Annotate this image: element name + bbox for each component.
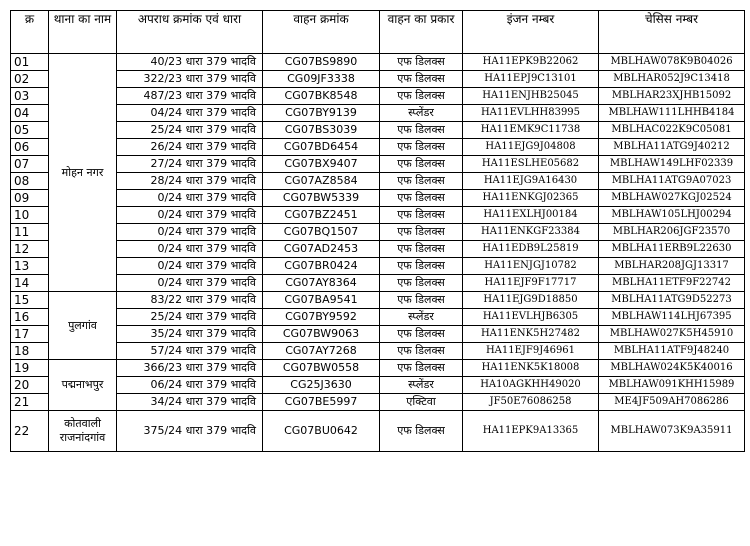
vehicle-type-cell: एफ डिलक्स — [380, 258, 463, 275]
crime-cell: 366/23 धारा 379 भादवि — [117, 360, 263, 377]
vehicle-number-cell: CG09JF3338 — [263, 71, 380, 88]
table-row — [11, 275, 745, 292]
serial-cell: 18 — [11, 343, 49, 360]
vehicle-number-cell: CG07BW5339 — [263, 190, 380, 207]
serial-cell: 15 — [11, 292, 49, 309]
vehicle-type-cell: एफ डिलक्स — [380, 122, 463, 139]
chassis-number-cell: MBLHAR208JGJ13317 — [599, 258, 745, 275]
engine-number-cell: HA11EJF9J46961 — [463, 343, 599, 360]
table-row — [11, 105, 745, 122]
crime-cell: 83/22 धारा 379 भादवि — [117, 292, 263, 309]
chassis-number-cell: MBLHAW091KHH15989 — [599, 377, 745, 394]
engine-number-cell: HA11ESLHE05682 — [463, 156, 599, 173]
engine-number-cell: HA11EVLHH83995 — [463, 105, 599, 122]
table-row — [11, 122, 745, 139]
engine-number-cell: HA11EDB9L25819 — [463, 241, 599, 258]
station-cell: कोतवाली राजनांदगांव — [49, 411, 117, 452]
engine-number-cell: HA11ENK5K18008 — [463, 360, 599, 377]
engine-number-cell: HA10AGKHH49020 — [463, 377, 599, 394]
serial-cell: 09 — [11, 190, 49, 207]
header-engine-number: इंजन नम्बर — [463, 11, 599, 54]
header-crime: अपराध क्रमांक एवं धारा — [117, 11, 263, 54]
table-row — [11, 207, 745, 224]
vehicle-number-cell: CG07AY8364 — [263, 275, 380, 292]
chassis-number-cell: MBLHA11ERB9L22630 — [599, 241, 745, 258]
engine-number-cell: HA11ENKGF23384 — [463, 224, 599, 241]
crime-cell: 27/24 धारा 379 भादवि — [117, 156, 263, 173]
vehicle-type-cell: स्प्लेंडर — [380, 105, 463, 122]
engine-number-cell: JF50E76086258 — [463, 394, 599, 411]
vehicle-number-cell: CG07BR0424 — [263, 258, 380, 275]
vehicle-number-cell: CG07BW0558 — [263, 360, 380, 377]
chassis-number-cell: ME4JF509AH7086286 — [599, 394, 745, 411]
vehicle-type-cell: एफ डिलक्स — [380, 88, 463, 105]
engine-number-cell: HA11EJF9F17717 — [463, 275, 599, 292]
chassis-number-cell: MBLHAW105LHJ00294 — [599, 207, 745, 224]
chassis-number-cell: MBLHAW114LHJ67395 — [599, 309, 745, 326]
crime-cell: 26/24 धारा 379 भादवि — [117, 139, 263, 156]
crime-cell: 40/23 धारा 379 भादवि — [117, 54, 263, 71]
crime-cell: 0/24 धारा 379 भादवि — [117, 241, 263, 258]
station-cell: मोहन नगर — [49, 54, 117, 292]
table-row — [11, 377, 745, 394]
vehicle-type-cell: एफ डिलक्स — [380, 54, 463, 71]
table-row — [11, 139, 745, 156]
serial-cell: 17 — [11, 326, 49, 343]
crime-cell: 0/24 धारा 379 भादवि — [117, 275, 263, 292]
header-vehicle-type: वाहन का प्रकार — [380, 11, 463, 54]
vehicle-number-cell: CG07BQ1507 — [263, 224, 380, 241]
table-row — [11, 224, 745, 241]
chassis-number-cell: MBLHAW024K5K40016 — [599, 360, 745, 377]
serial-cell: 03 — [11, 88, 49, 105]
vehicle-number-cell: CG07BZ2451 — [263, 207, 380, 224]
serial-cell: 06 — [11, 139, 49, 156]
serial-cell: 02 — [11, 71, 49, 88]
crime-cell: 06/24 धारा 379 भादवि — [117, 377, 263, 394]
engine-number-cell: HA11EJG9D18850 — [463, 292, 599, 309]
table-row — [11, 309, 745, 326]
vehicle-type-cell: एफ डिलक्स — [380, 326, 463, 343]
table-row — [11, 88, 745, 105]
vehicle-number-cell: CG07AD2453 — [263, 241, 380, 258]
table-row — [11, 394, 745, 411]
chassis-number-cell: MBLHAC022K9C05081 — [599, 122, 745, 139]
table-row — [11, 156, 745, 173]
serial-cell: 21 — [11, 394, 49, 411]
crime-cell: 35/24 धारा 379 भादवि — [117, 326, 263, 343]
table-row — [11, 343, 745, 360]
engine-number-cell: HA11EMK9C11738 — [463, 122, 599, 139]
engine-number-cell: HA11EJG9J04808 — [463, 139, 599, 156]
chassis-number-cell: MBLHAW078K9B04026 — [599, 54, 745, 71]
vehicle-type-cell: एफ डिलक्स — [380, 241, 463, 258]
serial-cell: 05 — [11, 122, 49, 139]
chassis-number-cell: MBLHA11ATG9J40212 — [599, 139, 745, 156]
vehicle-number-cell: CG07BA9541 — [263, 292, 380, 309]
chassis-number-cell: MBLHAW027K5H45910 — [599, 326, 745, 343]
table-row — [11, 71, 745, 88]
crime-cell: 25/24 धारा 379 भादवि — [117, 122, 263, 139]
serial-cell: 08 — [11, 173, 49, 190]
crime-cell: 28/24 धारा 379 भादवि — [117, 173, 263, 190]
vehicle-number-cell: CG07BW9063 — [263, 326, 380, 343]
chassis-number-cell: MBLHA11ETF9F22742 — [599, 275, 745, 292]
serial-cell: 19 — [11, 360, 49, 377]
vehicle-type-cell: एफ डिलक्स — [380, 275, 463, 292]
vehicle-number-cell: CG07BX9407 — [263, 156, 380, 173]
chassis-number-cell: MBLHAW027KGJ02524 — [599, 190, 745, 207]
table-row — [11, 241, 745, 258]
engine-number-cell: HA11EJG9A16430 — [463, 173, 599, 190]
engine-number-cell: HA11ENJGJ10782 — [463, 258, 599, 275]
crime-cell: 0/24 धारा 379 भादवि — [117, 190, 263, 207]
serial-cell: 10 — [11, 207, 49, 224]
table-row — [11, 360, 745, 377]
serial-cell: 12 — [11, 241, 49, 258]
serial-cell: 16 — [11, 309, 49, 326]
crime-cell: 0/24 धारा 379 भादवि — [117, 224, 263, 241]
vehicle-number-cell: CG07BE5997 — [263, 394, 380, 411]
vehicle-number-cell: CG07BY9592 — [263, 309, 380, 326]
header-serial: क्र — [11, 11, 49, 54]
crime-cell: 57/24 धारा 379 भादवि — [117, 343, 263, 360]
chassis-number-cell: MBLHAW149LHF02339 — [599, 156, 745, 173]
serial-cell: 11 — [11, 224, 49, 241]
vehicle-number-cell: CG07AZ8584 — [263, 173, 380, 190]
vehicle-type-cell: एफ डिलक्स — [380, 71, 463, 88]
serial-cell: 13 — [11, 258, 49, 275]
vehicle-type-cell: एफ डिलक्स — [380, 360, 463, 377]
chassis-number-cell: MBLHA11ATG9A07023 — [599, 173, 745, 190]
engine-number-cell: HA11EVLHJB6305 — [463, 309, 599, 326]
vehicle-type-cell: एफ डिलक्स — [380, 139, 463, 156]
serial-cell: 04 — [11, 105, 49, 122]
chassis-number-cell: MBLHAR23XJHB15092 — [599, 88, 745, 105]
engine-number-cell: HA11EPK9B22062 — [463, 54, 599, 71]
table-row — [11, 54, 745, 71]
vehicle-number-cell: CG07BD6454 — [263, 139, 380, 156]
vehicle-number-cell: CG07BY9139 — [263, 105, 380, 122]
vehicle-type-cell: एक्टिवा — [380, 394, 463, 411]
chassis-number-cell: MBLHAR206JGF23570 — [599, 224, 745, 241]
serial-cell: 14 — [11, 275, 49, 292]
table-row — [11, 190, 745, 207]
crime-cell: 34/24 धारा 379 भादवि — [117, 394, 263, 411]
engine-number-cell: HA11EPJ9C13101 — [463, 71, 599, 88]
table-row — [11, 292, 745, 309]
vehicle-type-cell: एफ डिलक्स — [380, 343, 463, 360]
header-vehicle-number: वाहन क्रमांक — [263, 11, 380, 54]
engine-number-cell: HA11EXLHJ00184 — [463, 207, 599, 224]
crime-cell: 322/23 धारा 379 भादवि — [117, 71, 263, 88]
serial-cell: 20 — [11, 377, 49, 394]
vehicle-type-cell: एफ डिलक्स — [380, 156, 463, 173]
chassis-number-cell: MBLHAR052J9C13418 — [599, 71, 745, 88]
engine-number-cell: HA11ENKGJ02365 — [463, 190, 599, 207]
table-row — [11, 173, 745, 190]
header-row — [11, 11, 745, 54]
table-row — [11, 258, 745, 275]
vehicle-number-cell: CG07AY7268 — [263, 343, 380, 360]
table-row — [11, 411, 745, 452]
vehicle-type-cell: एफ डिलक्स — [380, 224, 463, 241]
header-station: थाना का नाम — [49, 11, 117, 54]
vehicle-number-cell: CG07BS3039 — [263, 122, 380, 139]
vehicle-type-cell: एफ डिलक्स — [380, 292, 463, 309]
crime-cell: 0/24 धारा 379 भादवि — [117, 258, 263, 275]
vehicle-type-cell: स्प्लेंडर — [380, 377, 463, 394]
crime-cell: 487/23 धारा 379 भादवि — [117, 88, 263, 105]
table-body — [11, 54, 745, 452]
engine-number-cell: HA11EPK9A13365 — [463, 411, 599, 452]
station-cell: पद्मनाभपुर — [49, 360, 117, 411]
serial-cell: 01 — [11, 54, 49, 71]
chassis-number-cell: MBLHAW111LHHB4184 — [599, 105, 745, 122]
header-chassis-number: चेसिस नम्बर — [599, 11, 745, 54]
chassis-number-cell: MBLHAW073K9A35911 — [599, 411, 745, 452]
vehicle-number-cell: CG07BK8548 — [263, 88, 380, 105]
chassis-number-cell: MBLHA11ATG9D52273 — [599, 292, 745, 309]
vehicle-theft-table — [10, 10, 745, 452]
table-row — [11, 326, 745, 343]
station-cell: पुलगांव — [49, 292, 117, 360]
vehicle-type-cell: एफ डिलक्स — [380, 173, 463, 190]
vehicle-number-cell: CG07BS9890 — [263, 54, 380, 71]
vehicle-number-cell: CG25J3630 — [263, 377, 380, 394]
crime-cell: 04/24 धारा 379 भादवि — [117, 105, 263, 122]
vehicle-type-cell: स्प्लेंडर — [380, 309, 463, 326]
vehicle-type-cell: एफ डिलक्स — [380, 411, 463, 452]
engine-number-cell: HA11ENK5H27482 — [463, 326, 599, 343]
serial-cell: 22 — [11, 411, 49, 452]
engine-number-cell: HA11ENJHB25045 — [463, 88, 599, 105]
vehicle-type-cell: एफ डिलक्स — [380, 190, 463, 207]
chassis-number-cell: MBLHA11ATF9J48240 — [599, 343, 745, 360]
crime-cell: 0/24 धारा 379 भादवि — [117, 207, 263, 224]
vehicle-type-cell: एफ डिलक्स — [380, 207, 463, 224]
serial-cell: 07 — [11, 156, 49, 173]
crime-cell: 25/24 धारा 379 भादवि — [117, 309, 263, 326]
vehicle-number-cell: CG07BU0642 — [263, 411, 380, 452]
crime-cell: 375/24 धारा 379 भादवि — [117, 411, 263, 452]
